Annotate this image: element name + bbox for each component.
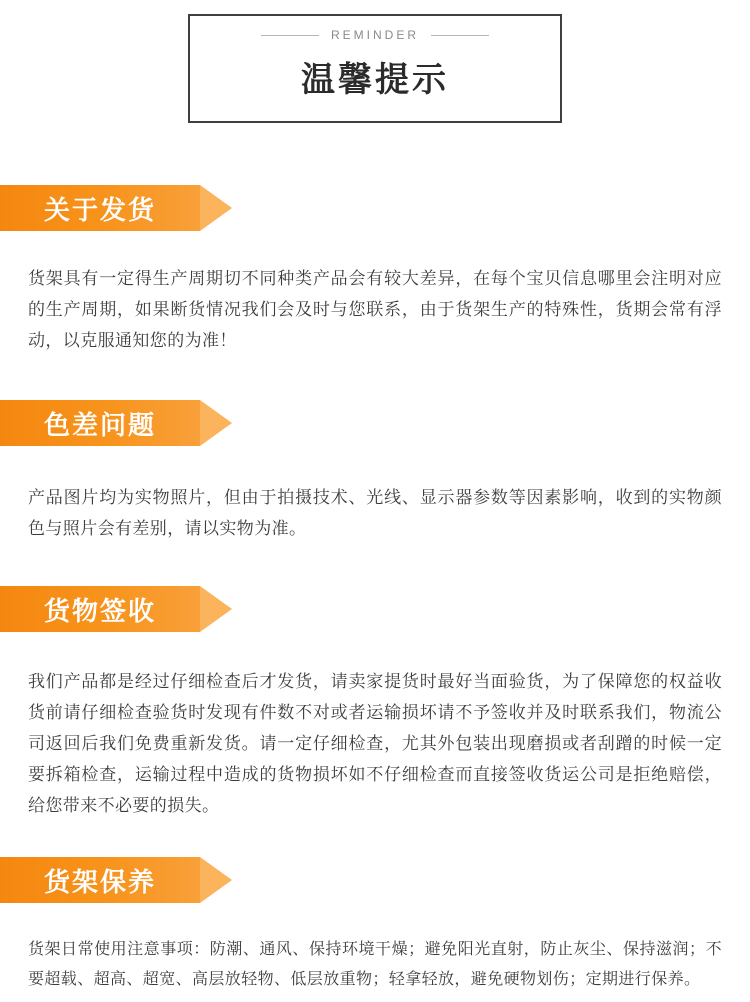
section-title-color: 色差问题 — [44, 409, 157, 440]
section-banner-maintain — [0, 857, 750, 903]
section-shipping — [0, 185, 750, 356]
reminder-header-box — [188, 14, 562, 123]
section-body-shipping: 货架具有一定得生产周期切不同种类产品会有较大差异，在每个宝贝信息哪里会注明对应的生产周期，如果断货情况我们会及时与您联系，由于货架生产的特殊性，货期会常有浮动，以克服通知您的为准！ — [28, 269, 722, 350]
rule-right-decoration — [431, 35, 489, 36]
reminder-eyebrow — [190, 28, 560, 42]
section-maintain — [0, 857, 750, 995]
section-color — [0, 400, 750, 544]
banner-arrow-icon — [200, 857, 232, 903]
section-body-color: 产品图片均为实物照片，但由于拍摄技术、光线、显示器参数等因素影响，收到的实物颜色与照片会有差别，请以实物为准。 — [28, 488, 722, 538]
banner-arrow-icon — [200, 185, 232, 231]
section-title-receipt: 货物签收 — [44, 595, 157, 626]
section-body-receipt: 我们产品都是经过仔细检查后才发货，请卖家提货时最好当面验货，为了保障您的权益收货前请仔细检查验货时发现有件数不对或者运输损坏请不予签收并及时联系我们，物流公司返回后我们免费重新发货。请一定仔细检查，尤其外包装出现磨损或者刮蹭的时候一定要拆箱检查，运输过程中造成的货物损坏如不仔细检查而直接签收货运公司是拒绝赔偿，给您带来不必要的损失。 — [28, 672, 722, 815]
reminder-eyebrow-label: REMINDER — [330, 28, 419, 42]
banner-arrow-icon — [200, 400, 232, 446]
banner-arrow-icon — [200, 586, 232, 632]
section-title-shipping: 关于发货 — [44, 194, 157, 225]
reminder-header — [0, 0, 750, 123]
section-title-maintain: 货架保养 — [44, 866, 157, 897]
rule-left-decoration — [261, 35, 319, 36]
section-banner-shipping — [0, 185, 750, 231]
section-receipt — [0, 586, 750, 821]
page-title: 温馨提示 — [301, 61, 449, 99]
section-body-maintain: 货架日常使用注意事项：防潮、通风、保持环境干燥；避免阳光直射，防止灰尘、保持滋润；不要超载、超高、超宽、高层放轻物、低层放重物；轻拿轻放，避免硬物划伤；定期进行保养。 — [28, 941, 722, 988]
section-banner-receipt — [0, 586, 750, 632]
section-banner-color — [0, 400, 750, 446]
